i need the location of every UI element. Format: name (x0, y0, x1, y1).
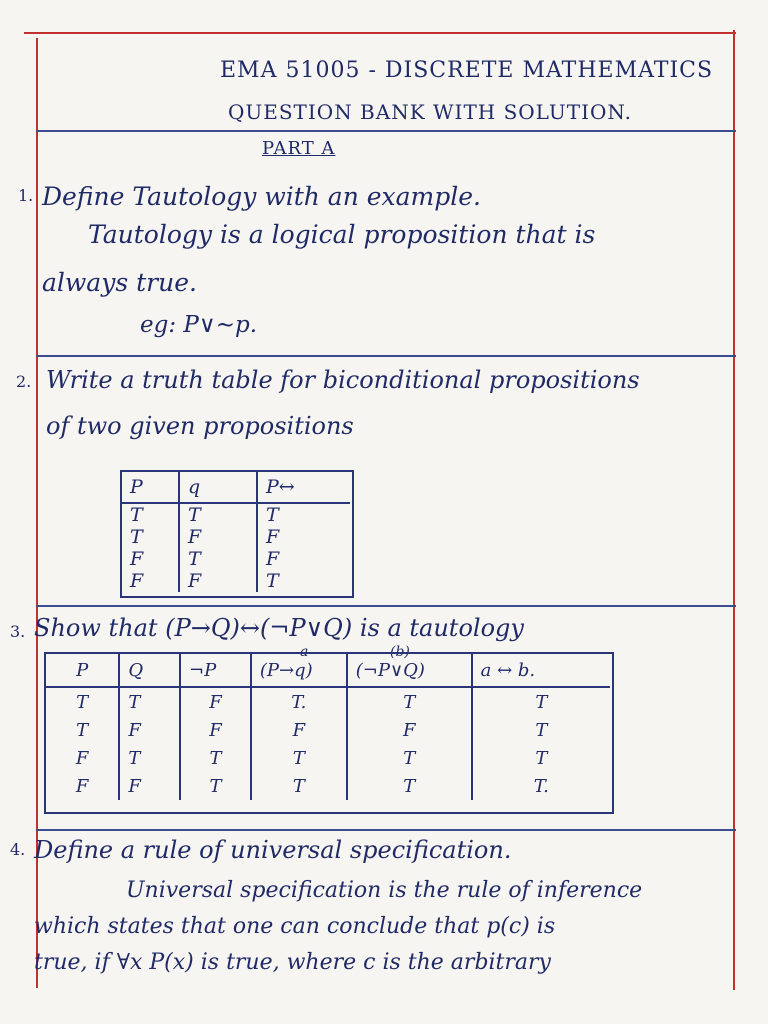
q3-cell: T (180, 772, 251, 800)
q3-cell: T (347, 687, 472, 716)
q4-answer-line3: true, if ∀x P(x) is true, where c is the arbitrary (34, 950, 551, 975)
q3-cell: T (472, 687, 610, 716)
q2-header-p: P (122, 472, 179, 503)
part-heading: PART A (262, 138, 336, 159)
top-margin-line (24, 32, 736, 34)
q3-header-impl: (P→q) (251, 654, 347, 687)
q2-cell: F (130, 548, 144, 570)
q2-question-line1: Write a truth table for biconditional propositions (46, 366, 640, 394)
q2-divider (36, 605, 736, 607)
q4-question: Define a rule of universal specification. (34, 836, 512, 864)
header-subtitle: QUESTION BANK WITH SOLUTION. (228, 100, 632, 124)
q2-cell: T (257, 503, 350, 526)
q2-truth-table (122, 472, 350, 592)
q1-example: eg: P∨∼p. (140, 312, 258, 338)
q3-cell: T. (251, 687, 347, 716)
q3-cell: F (180, 687, 251, 716)
q2-cell: T (130, 504, 143, 526)
q1-divider (36, 355, 736, 357)
q2-cell: F (179, 526, 257, 548)
q2-cell: T (179, 548, 257, 570)
q3-cell: T (119, 744, 180, 772)
q3-truth-table (46, 654, 610, 800)
q4-answer-line2: which states that one can conclude that p(c) is (34, 914, 556, 939)
q2-cell: F (257, 548, 350, 570)
q2-cell: F (257, 526, 350, 548)
q1-number: 1. (18, 186, 34, 205)
q2-cell: F (179, 570, 257, 592)
q3-cell: F (347, 716, 472, 744)
q3-cell: T (251, 744, 347, 772)
q4-number: 4. (10, 840, 26, 859)
q1-answer-line2: always true. (42, 268, 197, 297)
q3-cell: F (119, 716, 180, 744)
q3-cell: T (347, 744, 472, 772)
q3-cell: T (472, 744, 610, 772)
q3-cell: F (251, 716, 347, 744)
q3-cell: F (180, 716, 251, 744)
q2-cell: F (130, 570, 144, 592)
q3-header-p: P (46, 654, 119, 687)
q3-cell: T (347, 772, 472, 800)
q3-number: 3. (10, 622, 26, 641)
q3-label-b: (b) (390, 644, 410, 660)
q3-header-q: Q (119, 654, 180, 687)
q2-cell: T (179, 503, 257, 526)
right-margin-line (733, 30, 735, 990)
q3-header-notp: ¬P (180, 654, 251, 687)
q2-header-bicond: P↔ (257, 472, 350, 503)
q3-label-a: a (300, 644, 309, 660)
q2-cell: T (130, 526, 143, 548)
q1-answer-line1: Tautology is a logical proposition that is (88, 220, 596, 249)
header-divider (36, 130, 736, 132)
q3-cell: T (76, 691, 89, 713)
q3-question: Show that (P→Q)↔(¬P∨Q) is a tautology (34, 614, 524, 642)
q2-number: 2. (16, 372, 32, 391)
q2-question-line2: of two given propositions (46, 412, 354, 440)
q3-cell: T (251, 772, 347, 800)
q3-cell: F (119, 772, 180, 800)
q3-cell: T (119, 687, 180, 716)
q3-cell: T. (472, 772, 610, 800)
q3-cell: F (75, 775, 89, 797)
q3-cell: T (76, 719, 89, 741)
q2-header-q: q (179, 472, 257, 503)
q3-cell: T (180, 744, 251, 772)
q1-question: Define Tautology with an example. (42, 182, 482, 211)
q3-header-notp-or-q: (¬P∨Q) (347, 654, 472, 687)
q3-header-bicond: a ↔ b. (472, 654, 610, 687)
q3-cell: F (75, 747, 89, 769)
q4-answer-line1: Universal specification is the rule of inference (126, 878, 643, 903)
q3-cell: T (472, 716, 610, 744)
q2-cell: T (257, 570, 350, 592)
q3-divider (36, 829, 736, 831)
header-title: EMA 51005 - DISCRETE MATHEMATICS (220, 58, 714, 83)
